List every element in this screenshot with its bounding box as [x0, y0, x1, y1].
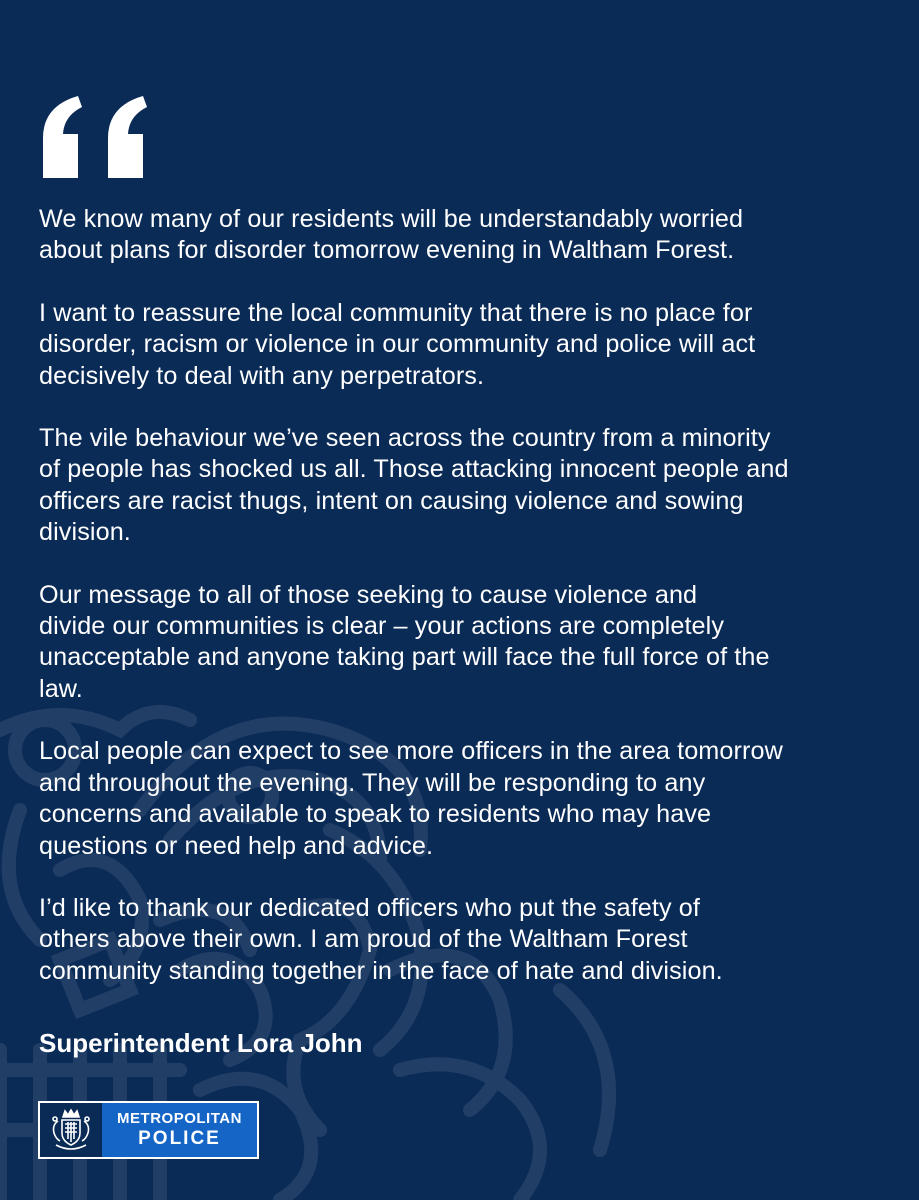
- statement-paragraph: Our message to all of those seeking to cause violence and divide our communities is clear – your actions are completely unacceptable and anyone taking part will face the full force of the law.: [39, 580, 770, 703]
- statement-body: [39, 204, 889, 1018]
- statement-paragraph: Local people can expect to see more officers in the area tomorrow and throughout the evening. They will be responding to any concerns and available to speak to residents who may have questions or need help and advice.: [39, 737, 783, 860]
- crest-icon: [40, 1103, 102, 1157]
- statement-paragraph: I’d like to thank our dedicated officers who put the safety of others above their own. I am proud of the Waltham Forest community standing together in the face of hate and division.: [39, 893, 723, 985]
- statement-paragraph: The vile behaviour we’ve seen across the country from a minority of people has shocked us all. Those attacking innocent people and officers are racist thugs, intent on causing violence and sowing division.: [39, 424, 789, 547]
- statement-paragraph: We know many of our residents will be understandably worried about plans for disorder tomorrow evening in Waltham Forest.: [39, 205, 744, 265]
- statement-paragraph: I want to reassure the local community that there is no place for disorder, racism or violence in our community and police will act decisively to deal with any perpetrators.: [39, 298, 756, 390]
- quote-mark-icon: [38, 96, 156, 178]
- logo-text-line1: METROPOLITAN: [117, 1110, 242, 1127]
- logo-text-line2: POLICE: [138, 1128, 221, 1149]
- signature: Superintendent Lora John: [39, 1028, 363, 1058]
- logo-wordmark: [102, 1103, 257, 1157]
- metropolitan-police-logo: [38, 1101, 259, 1159]
